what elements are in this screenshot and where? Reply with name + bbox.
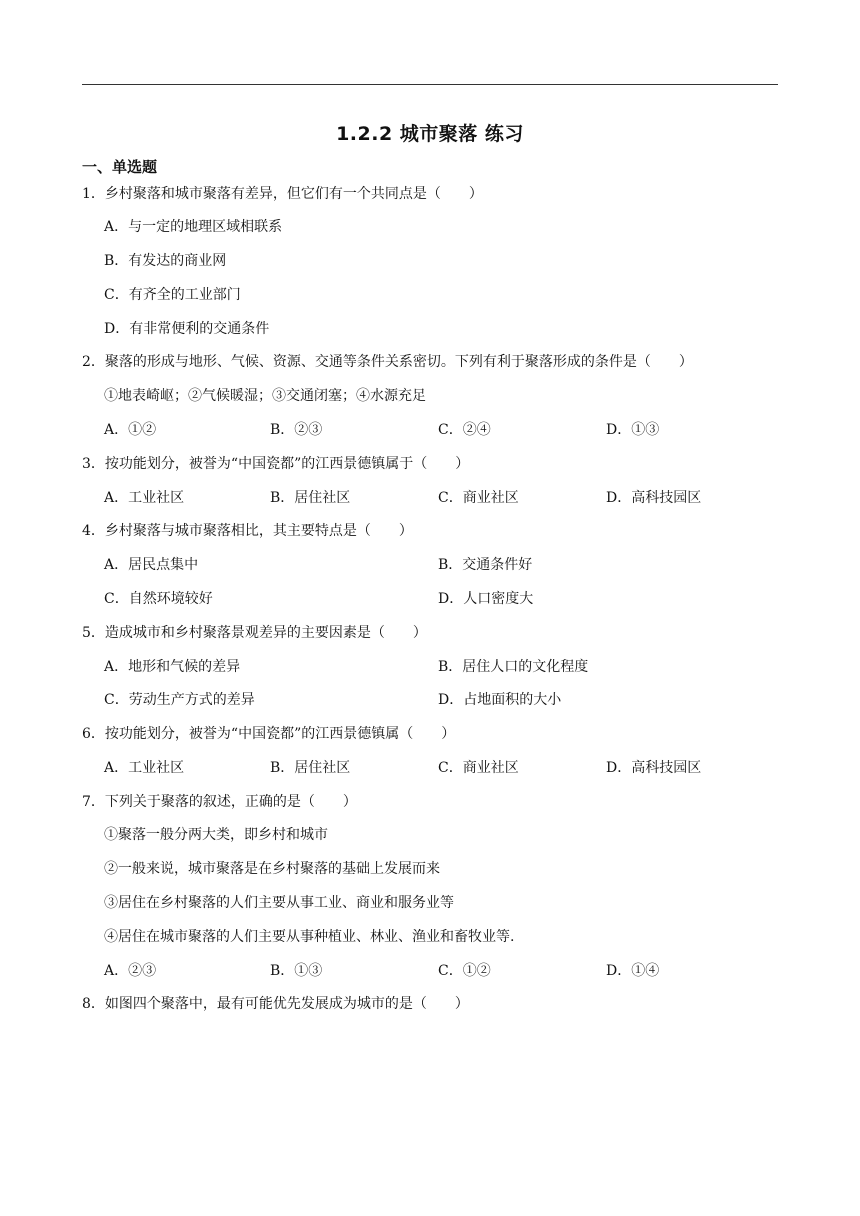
question-3-stem: 3．按功能划分，被誉为“中国瓷都”的江西景德镇属于（ ） (82, 456, 470, 472)
question-2-option-c: C．②④ (438, 422, 491, 438)
question-4-option-c: C．自然环境较好 (104, 591, 213, 607)
header-rule (82, 84, 778, 85)
question-5-option-d: D．占地面积的大小 (438, 692, 562, 708)
question-1-option-b: B．有发达的商业网 (104, 253, 227, 269)
question-1-option-a: A．与一定的地理区域相联系 (104, 219, 283, 235)
question-5-stem: 5．造成城市和乡村聚落景观差异的主要因素是（ ） (82, 625, 427, 641)
question-3-option-c: C．商业社区 (438, 490, 519, 506)
question-2-option-d: D．①③ (606, 422, 660, 438)
question-7-option-b: B．①③ (270, 963, 323, 979)
question-7-option-d: D．①④ (606, 963, 660, 979)
question-3-option-a: A．工业社区 (104, 490, 185, 506)
page-title: 1.2.2 城市聚落 练习 (336, 123, 524, 145)
question-6-stem: 6．按功能划分，被誉为“中国瓷都”的江西景德镇属（ ） (82, 726, 456, 742)
question-5-option-c: C．劳动生产方式的差异 (104, 692, 255, 708)
question-4-option-b: B．交通条件好 (438, 557, 533, 573)
question-7-statement-4: ④居住在城市聚落的人们主要从事种植业、林业、渔业和畜牧业等. (104, 929, 515, 945)
question-6-option-d: D．高科技园区 (606, 760, 702, 776)
question-6-option-a: A．工业社区 (104, 760, 185, 776)
question-2-option-b: B．②③ (270, 422, 323, 438)
question-5-option-a: A．地形和气候的差异 (104, 659, 241, 675)
section-heading: 一、单选题 (82, 158, 158, 176)
question-7-statement-3: ③居住在乡村聚落的人们主要从事工业、商业和服务业等 (104, 895, 454, 911)
question-4-option-a: A．居民点集中 (104, 557, 199, 573)
question-2-stem: 2．聚落的形成与地形、气候、资源、交通等条件关系密切。下列有利于聚落形成的条件是（ ） (82, 354, 693, 370)
question-7-statement-1: ①聚落一般分两大类，即乡村和城市 (104, 827, 328, 843)
question-1-stem: 1．乡村聚落和城市聚落有差异，但它们有一个共同点是（ ） (82, 186, 483, 202)
question-7-option-c: C．①② (438, 963, 491, 979)
question-1-option-d: D．有非常便利的交通条件 (104, 321, 270, 337)
question-3-option-b: B．居住社区 (270, 490, 351, 506)
question-5-option-b: B．居住人口的文化程度 (438, 659, 589, 675)
question-7-statement-2: ②一般来说，城市聚落是在乡村聚落的基础上发展而来 (104, 861, 440, 877)
question-8-stem: 8．如图四个聚落中，最有可能优先发展成为城市的是（ ） (82, 996, 469, 1012)
question-2-statement: ①地表崎岖；②气候暖湿；③交通闭塞；④水源充足 (104, 388, 426, 404)
question-7-stem: 7．下列关于聚落的叙述，正确的是（ ） (82, 794, 357, 810)
question-3-option-d: D．高科技园区 (606, 490, 702, 506)
question-2-option-a: A．①② (104, 422, 157, 438)
question-7-option-a: A．②③ (104, 963, 157, 979)
question-1-option-c: C．有齐全的工业部门 (104, 287, 241, 303)
question-4-option-d: D．人口密度大 (438, 591, 534, 607)
question-4-stem: 4．乡村聚落与城市聚落相比，其主要特点是（ ） (82, 523, 413, 539)
question-6-option-c: C．商业社区 (438, 760, 519, 776)
question-6-option-b: B．居住社区 (270, 760, 351, 776)
